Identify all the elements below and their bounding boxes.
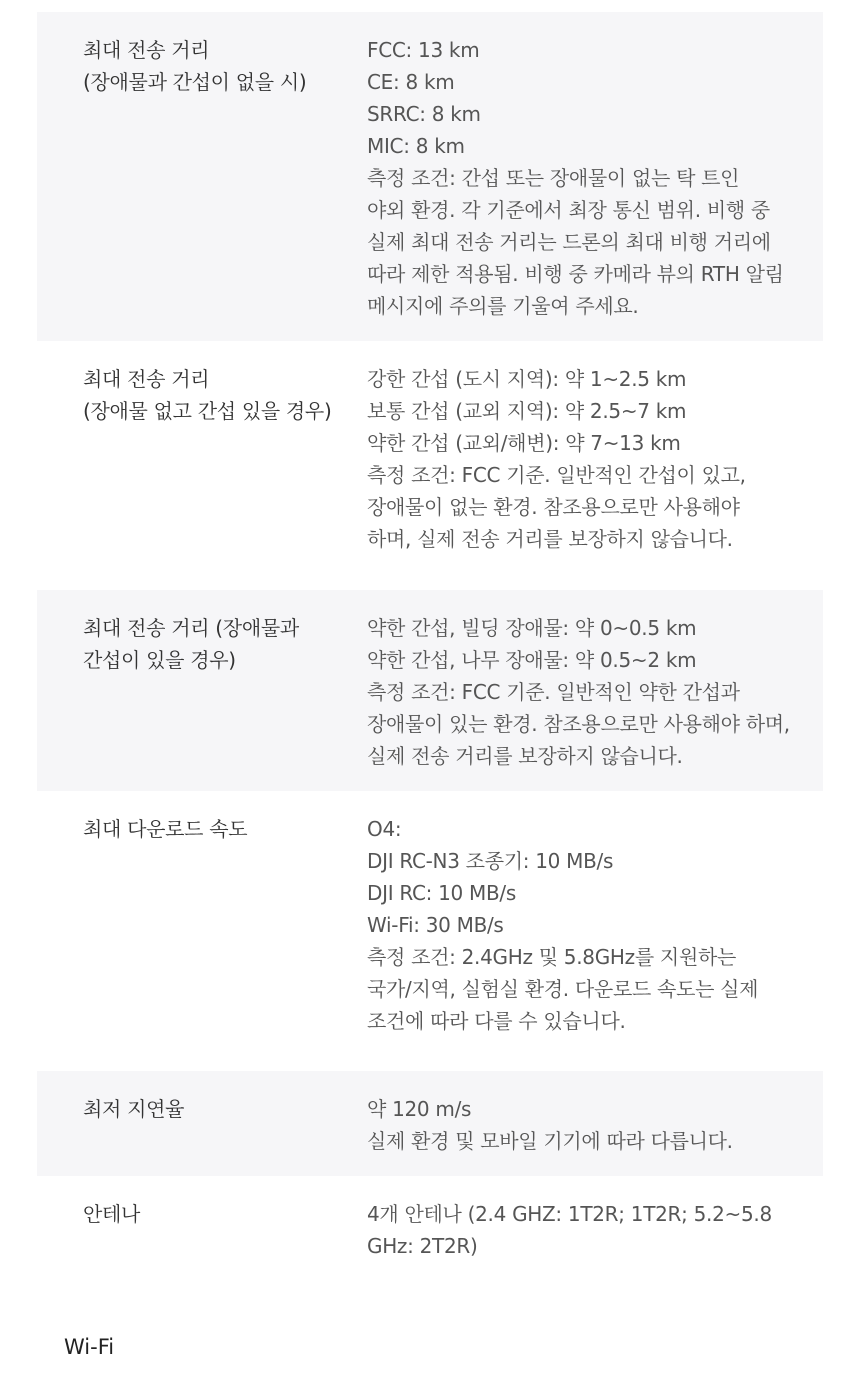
- spec-value-line: 4개 안테나 (2.4 GHZ: 1T2R; 1T2R; 5.2~5.8: [367, 1202, 772, 1226]
- spec-table: [37, 12, 823, 1296]
- spec-label: [37, 813, 322, 1047]
- spec-label-line: 최대 전송 거리 (장애물과: [83, 616, 299, 640]
- spec-value-line: DJI RC-N3 조종기: 10 MB/s: [367, 849, 614, 873]
- spec-value-line: 약한 간섭, 빌딩 장애물: 약 0~0.5 km: [367, 616, 697, 640]
- spec-value-line: O4:: [367, 817, 402, 841]
- spec-label-line: 안테나: [83, 1202, 141, 1226]
- spec-value-line: 야외 환경. 각 기준에서 최장 통신 범위. 비행 중: [367, 198, 770, 222]
- spec-value-line: 따라 제한 적용됨. 비행 중 카메라 뷰의 RTH 알림: [367, 262, 784, 286]
- spec-value-line: 측정 조건: 2.4GHz 및 5.8GHz를 지원하는: [367, 945, 737, 969]
- spec-label-line: (장애물 없고 간섭 있을 경우): [83, 399, 332, 423]
- spec-value: [322, 612, 823, 767]
- spec-label-line: 최대 전송 거리: [83, 367, 210, 391]
- spec-row-max-download-speed: [37, 791, 823, 1071]
- spec-label: [37, 612, 322, 767]
- spec-value-line: 측정 조건: FCC 기준. 일반적인 간섭이 있고,: [367, 463, 746, 487]
- spec-value-line: Wi-Fi: 30 MB/s: [367, 913, 504, 937]
- spec-value: [322, 34, 823, 317]
- spec-value-line: 보통 간섭 (교외 지역): 약 2.5~7 km: [367, 399, 687, 423]
- spec-value: [322, 813, 823, 1047]
- spec-value-line: 장애물이 있는 환경. 참조용으로만 사용해야 하며,: [367, 712, 790, 736]
- spec-value-line: FCC: 13 km: [367, 38, 480, 62]
- spec-value-line: 측정 조건: 간섭 또는 장애물이 없는 탁 트인: [367, 166, 740, 190]
- spec-value-line: MIC: 8 km: [367, 134, 465, 158]
- spec-value-line: 측정 조건: FCC 기준. 일반적인 약한 간섭과: [367, 680, 740, 704]
- spec-value-line: 실제 환경 및 모바일 기기에 따라 다릅니다.: [367, 1129, 733, 1153]
- spec-value-line: 약한 간섭 (교외/해변): 약 7~13 km: [367, 431, 681, 455]
- section-title-wifi: Wi-Fi: [64, 1335, 115, 1359]
- spec-label: [37, 1093, 322, 1152]
- spec-label-line: (장애물과 간섭이 없을 시): [83, 70, 307, 94]
- spec-row-max-transmission-distance-no-interference: [37, 12, 823, 341]
- spec-row-max-transmission-distance-interference: [37, 341, 823, 590]
- spec-value-line: 메시지에 주의를 기울여 주세요.: [367, 294, 639, 318]
- spec-value-line: GHz: 2T2R): [367, 1234, 478, 1258]
- spec-label-line: 최대 다운로드 속도: [83, 817, 248, 841]
- spec-value-line: 국가/지역, 실험실 환경. 다운로드 속도는 실제: [367, 977, 759, 1001]
- spec-row-max-transmission-distance-obstacles: [37, 590, 823, 791]
- spec-value-line: 조건에 따라 다를 수 있습니다.: [367, 1009, 626, 1033]
- spec-label-line: 간섭이 있을 경우): [83, 648, 236, 672]
- spec-value-line: CE: 8 km: [367, 70, 455, 94]
- spec-label: [37, 34, 322, 317]
- spec-row-min-latency: [37, 1071, 823, 1176]
- spec-label-line: 최저 지연율: [83, 1097, 185, 1121]
- spec-value-line: DJI RC: 10 MB/s: [367, 881, 516, 905]
- spec-label: [37, 363, 332, 566]
- spec-value-line: 실제 전송 거리를 보장하지 않습니다.: [367, 744, 683, 768]
- spec-value-line: 약한 간섭, 나무 장애물: 약 0.5~2 km: [367, 648, 697, 672]
- spec-value: [322, 1093, 823, 1152]
- spec-label-line: 최대 전송 거리: [83, 38, 210, 62]
- spec-value: [322, 1198, 823, 1272]
- spec-value-line: 약 120 m/s: [367, 1097, 472, 1121]
- spec-value-line: 하며, 실제 전송 거리를 보장하지 않습니다.: [367, 527, 733, 551]
- spec-value-line: SRRC: 8 km: [367, 102, 481, 126]
- spec-value-line: 강한 간섭 (도시 지역): 약 1~2.5 km: [367, 367, 687, 391]
- spec-value-line: 장애물이 없는 환경. 참조용으로만 사용해야: [367, 495, 740, 519]
- spec-value-line: 실제 최대 전송 거리는 드론의 최대 비행 거리에: [367, 230, 771, 254]
- spec-label: [37, 1198, 322, 1272]
- spec-row-antenna: [37, 1176, 823, 1296]
- spec-value: [322, 363, 823, 566]
